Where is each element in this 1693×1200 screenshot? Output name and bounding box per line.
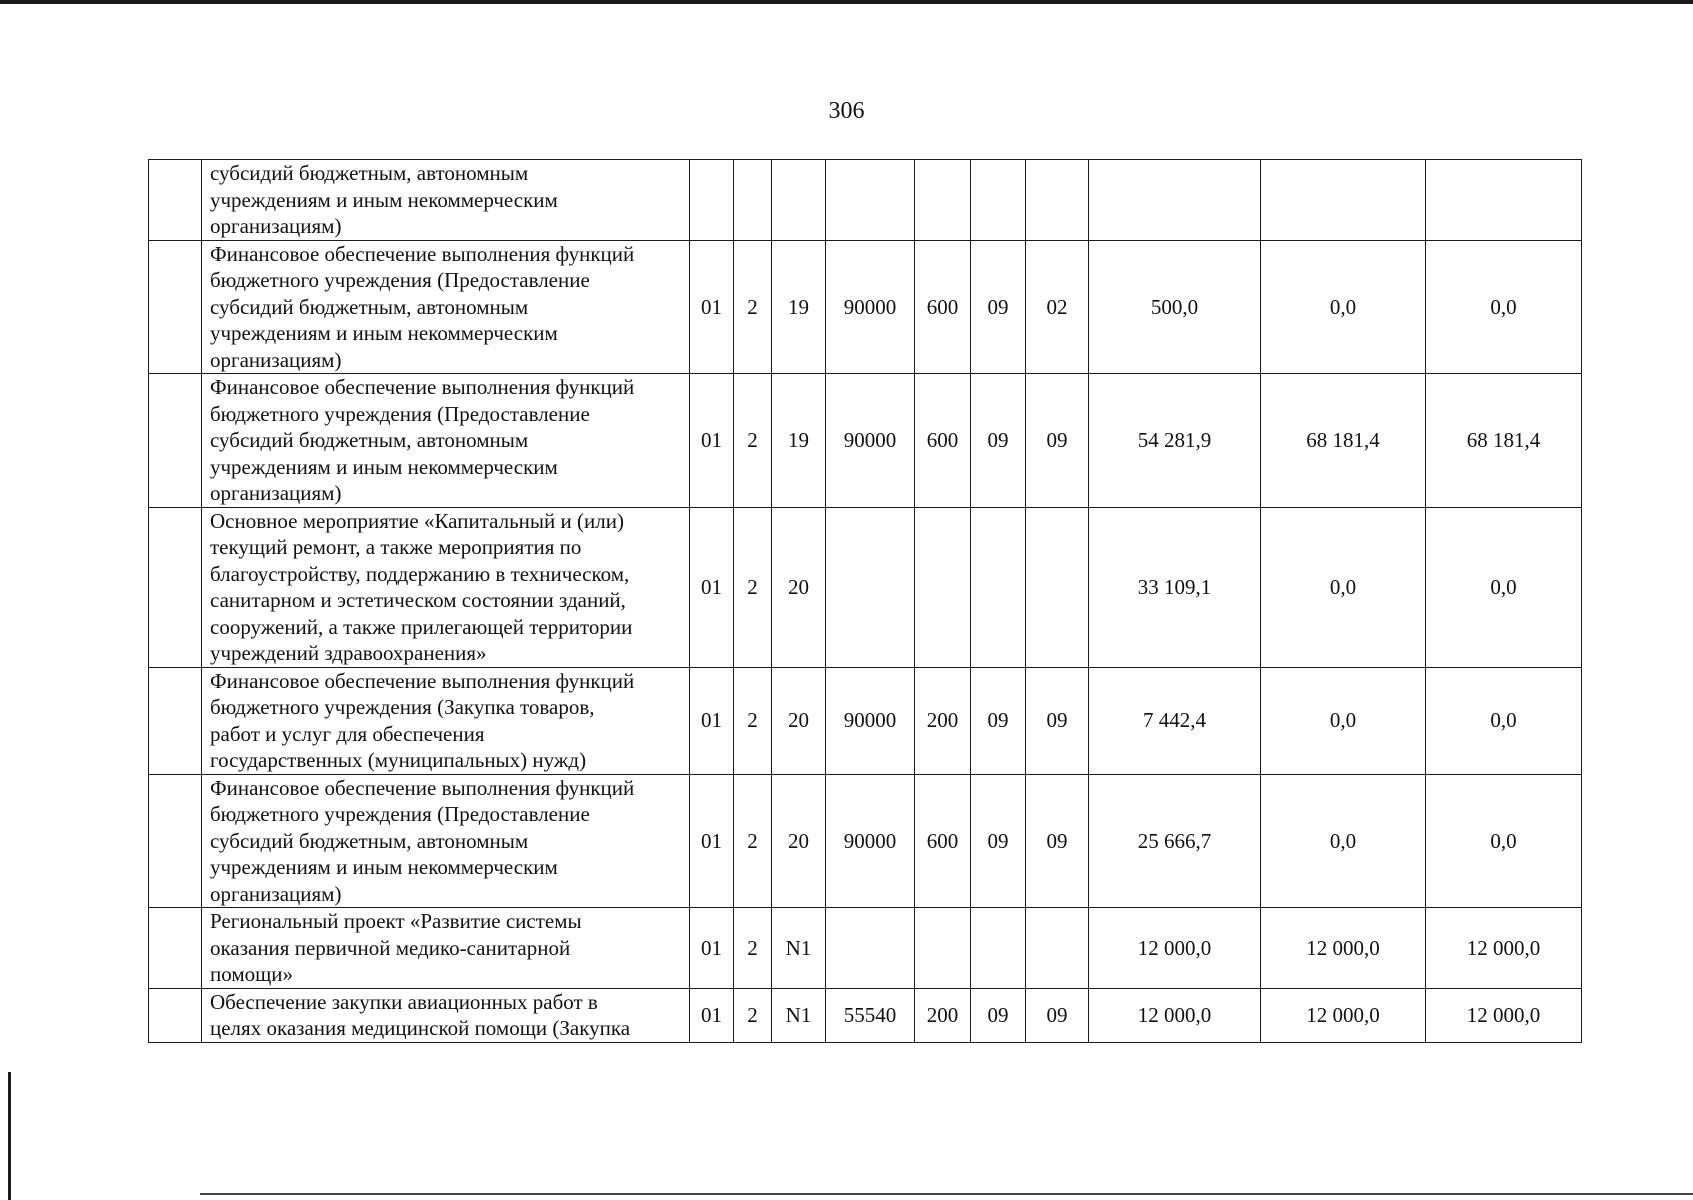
subsection-code-cell xyxy=(1026,507,1089,667)
expense-type-cell xyxy=(915,160,971,241)
amount-year-2-cell: 68 181,4 xyxy=(1261,374,1426,508)
event-code-cell: 20 xyxy=(772,507,826,667)
row-number-cell xyxy=(149,240,202,374)
subprogram-code-cell xyxy=(734,160,772,241)
section-code-cell: 09 xyxy=(971,667,1026,774)
section-code-cell: 09 xyxy=(971,240,1026,374)
amount-year-1-cell: 500,0 xyxy=(1089,240,1261,374)
expense-type-cell: 600 xyxy=(915,374,971,508)
scan-edge-left xyxy=(8,1072,11,1200)
item-name-cell: Региональный проект «Развитие системы оказания первичной медико-санитарной помощи» xyxy=(202,908,690,989)
item-name-cell: Основное мероприятие «Капитальный и (или) текущий ремонт, а также мероприятия по благоустройству, поддержанию в техническом, санитарном и эстетическом состоянии зданий, сооружений, а также прилегающей территории учреждений здравоохранения» xyxy=(202,507,690,667)
subsection-code-cell: 09 xyxy=(1026,774,1089,908)
table-row xyxy=(149,774,1582,908)
program-code-cell: 01 xyxy=(690,988,734,1042)
amount-year-2-cell xyxy=(1261,160,1426,241)
subprogram-code-cell: 2 xyxy=(734,667,772,774)
amount-year-1-cell: 25 666,7 xyxy=(1089,774,1261,908)
subsection-code-cell: 09 xyxy=(1026,667,1089,774)
row-number-cell xyxy=(149,374,202,508)
amount-year-1-cell: 54 281,9 xyxy=(1089,374,1261,508)
subsection-code-cell: 09 xyxy=(1026,374,1089,508)
row-number-cell xyxy=(149,667,202,774)
subsection-code-cell: 02 xyxy=(1026,240,1089,374)
amount-year-2-cell: 0,0 xyxy=(1261,667,1426,774)
row-number-cell xyxy=(149,507,202,667)
amount-year-3-cell: 68 181,4 xyxy=(1426,374,1582,508)
amount-year-1-cell: 12 000,0 xyxy=(1089,908,1261,989)
direction-code-cell xyxy=(826,160,915,241)
expense-type-cell: 600 xyxy=(915,774,971,908)
subprogram-code-cell: 2 xyxy=(734,774,772,908)
event-code-cell: N1 xyxy=(772,908,826,989)
item-name-cell: Финансовое обеспечение выполнения функций бюджетного учреждения (Предоставление субсидий бюджетным, автономным учреждениям и иным некоммерческим организациям) xyxy=(202,774,690,908)
event-code-cell: N1 xyxy=(772,988,826,1042)
amount-year-3-cell: 12 000,0 xyxy=(1426,908,1582,989)
amount-year-3-cell xyxy=(1426,160,1582,241)
direction-code-cell: 90000 xyxy=(826,774,915,908)
amount-year-1-cell: 7 442,4 xyxy=(1089,667,1261,774)
amount-year-3-cell: 12 000,0 xyxy=(1426,988,1582,1042)
expense-type-cell: 200 xyxy=(915,988,971,1042)
section-code-cell: 09 xyxy=(971,774,1026,908)
event-code-cell: 20 xyxy=(772,667,826,774)
subsection-code-cell xyxy=(1026,908,1089,989)
expense-type-cell xyxy=(915,908,971,989)
direction-code-cell xyxy=(826,507,915,667)
amount-year-2-cell: 12 000,0 xyxy=(1261,988,1426,1042)
amount-year-3-cell: 0,0 xyxy=(1426,667,1582,774)
amount-year-2-cell: 0,0 xyxy=(1261,240,1426,374)
item-name-cell: Финансовое обеспечение выполнения функций бюджетного учреждения (Закупка товаров, работ и услуг для обеспечения государственных (муниципальных) нужд) xyxy=(202,667,690,774)
section-code-cell xyxy=(971,908,1026,989)
expense-type-cell xyxy=(915,507,971,667)
item-name-cell: субсидий бюджетным, автономным учреждениям и иным некоммерческим организациям) xyxy=(202,160,690,241)
budget-table xyxy=(148,159,1582,1043)
direction-code-cell: 90000 xyxy=(826,667,915,774)
amount-year-1-cell xyxy=(1089,160,1261,241)
table-row xyxy=(149,160,1582,241)
amount-year-2-cell: 12 000,0 xyxy=(1261,908,1426,989)
subprogram-code-cell: 2 xyxy=(734,988,772,1042)
subprogram-code-cell: 2 xyxy=(734,374,772,508)
subprogram-code-cell: 2 xyxy=(734,908,772,989)
page-number: 306 xyxy=(828,98,865,124)
subprogram-code-cell: 2 xyxy=(734,240,772,374)
subsection-code-cell: 09 xyxy=(1026,988,1089,1042)
item-name-cell: Обеспечение закупки авиационных работ в целях оказания медицинской помощи (Закупка xyxy=(202,988,690,1042)
program-code-cell: 01 xyxy=(690,374,734,508)
item-name-cell: Финансовое обеспечение выполнения функций бюджетного учреждения (Предоставление субсидий бюджетным, автономным учреждениям и иным некоммерческим организациям) xyxy=(202,240,690,374)
table-row xyxy=(149,507,1582,667)
direction-code-cell: 90000 xyxy=(826,240,915,374)
row-number-cell xyxy=(149,908,202,989)
program-code-cell: 01 xyxy=(690,240,734,374)
program-code-cell xyxy=(690,160,734,241)
expense-type-cell: 600 xyxy=(915,240,971,374)
amount-year-2-cell: 0,0 xyxy=(1261,507,1426,667)
program-code-cell: 01 xyxy=(690,667,734,774)
direction-code-cell: 55540 xyxy=(826,988,915,1042)
event-code-cell xyxy=(772,160,826,241)
row-number-cell xyxy=(149,774,202,908)
subsection-code-cell xyxy=(1026,160,1089,241)
row-number-cell xyxy=(149,160,202,241)
amount-year-3-cell: 0,0 xyxy=(1426,774,1582,908)
direction-code-cell: 90000 xyxy=(826,374,915,508)
table-row xyxy=(149,667,1582,774)
table-row xyxy=(149,908,1582,989)
table-row xyxy=(149,374,1582,508)
scan-edge-bottom xyxy=(200,1193,1693,1195)
section-code-cell: 09 xyxy=(971,988,1026,1042)
event-code-cell: 19 xyxy=(772,240,826,374)
program-code-cell: 01 xyxy=(690,507,734,667)
program-code-cell: 01 xyxy=(690,774,734,908)
event-code-cell: 20 xyxy=(772,774,826,908)
program-code-cell: 01 xyxy=(690,908,734,989)
row-number-cell xyxy=(149,988,202,1042)
amount-year-3-cell: 0,0 xyxy=(1426,240,1582,374)
section-code-cell xyxy=(971,160,1026,241)
expense-type-cell: 200 xyxy=(915,667,971,774)
table-row xyxy=(149,988,1582,1042)
amount-year-2-cell: 0,0 xyxy=(1261,774,1426,908)
amount-year-1-cell: 12 000,0 xyxy=(1089,988,1261,1042)
scan-edge-top xyxy=(0,0,1693,4)
section-code-cell xyxy=(971,507,1026,667)
section-code-cell: 09 xyxy=(971,374,1026,508)
direction-code-cell xyxy=(826,908,915,989)
table-row xyxy=(149,240,1582,374)
event-code-cell: 19 xyxy=(772,374,826,508)
amount-year-1-cell: 33 109,1 xyxy=(1089,507,1261,667)
subprogram-code-cell: 2 xyxy=(734,507,772,667)
item-name-cell: Финансовое обеспечение выполнения функций бюджетного учреждения (Предоставление субсидий бюджетным, автономным учреждениям и иным некоммерческим организациям) xyxy=(202,374,690,508)
amount-year-3-cell: 0,0 xyxy=(1426,507,1582,667)
